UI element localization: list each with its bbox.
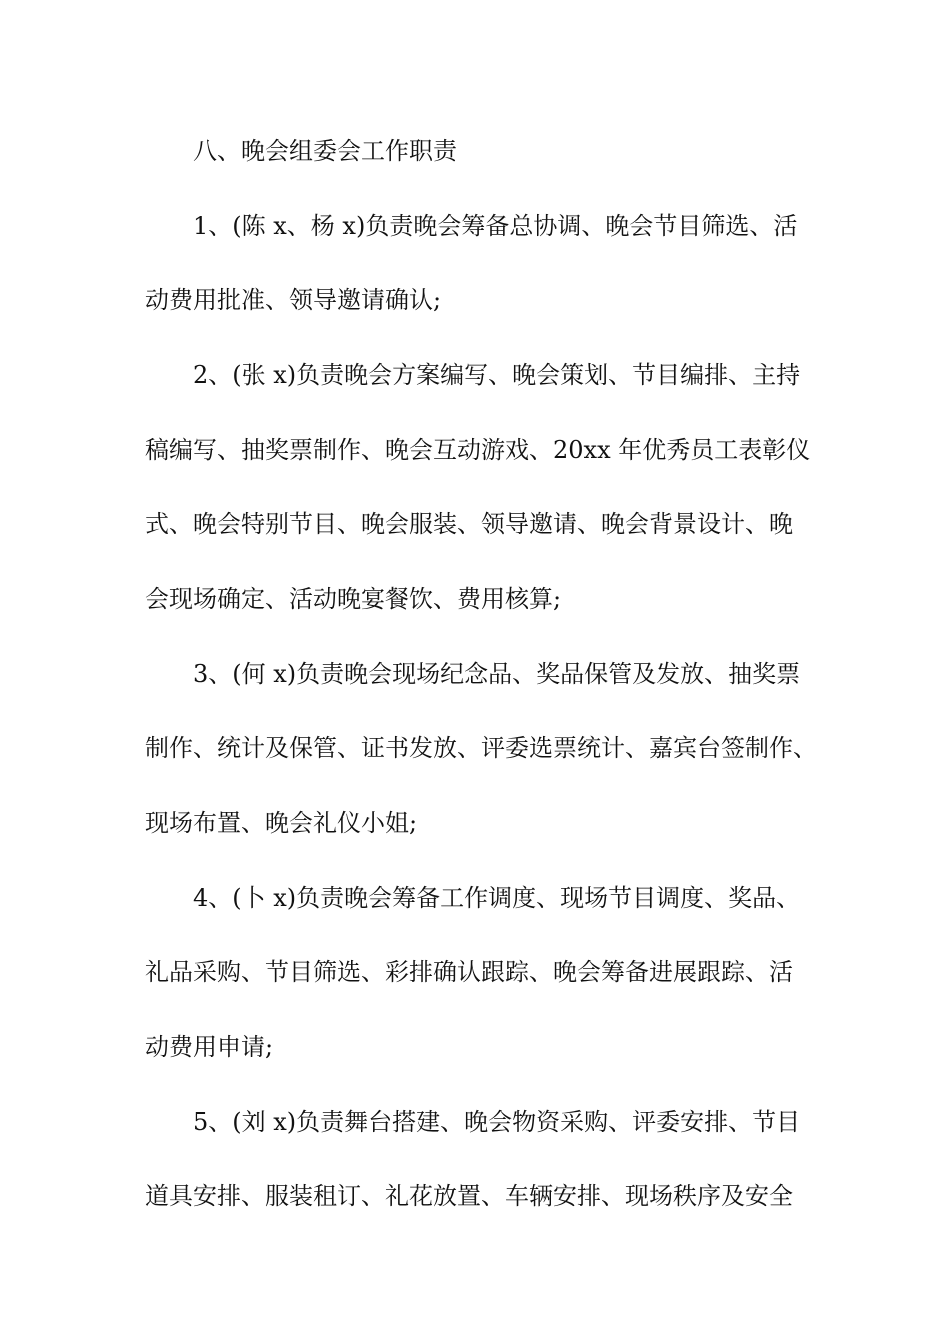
paragraph-3-line-1: 3、(何 x)负责晚会现场纪念品、奖品保管及发放、抽奖票	[193, 660, 801, 688]
paragraph-4-line-2: 礼品采购、节目筛选、彩排确认跟踪、晚会筹备进展跟踪、活	[145, 958, 793, 986]
paragraph-5-line-1: 5、(刘 x)负责舞台搭建、晚会物资采购、评委安排、节目	[193, 1108, 801, 1136]
paragraph-2-line-3: 式、晚会特别节目、晚会服装、领导邀请、晚会背景设计、晚	[145, 510, 793, 538]
paragraph-2-line-1: 2、(张 x)负责晚会方案编写、晚会策划、节目编排、主持	[193, 361, 801, 389]
paragraph-4-line-1: 4、(卜 x)负责晚会筹备工作调度、现场节目调度、奖品、	[193, 884, 801, 912]
section-heading: 八、晚会组委会工作职责	[193, 137, 457, 165]
paragraph-2-line-4: 会现场确定、活动晚宴餐饮、费用核算;	[145, 585, 562, 613]
paragraph-4-line-3: 动费用申请;	[145, 1033, 274, 1061]
paragraph-1-line-2: 动费用批准、领导邀请确认;	[145, 286, 442, 314]
paragraph-3-line-2: 制作、统计及保管、证书发放、评委选票统计、嘉宾台签制作、	[145, 734, 817, 762]
paragraph-1-line-1: 1、(陈 x、杨 x)负责晚会筹备总协调、晚会节目筛选、活	[193, 212, 798, 240]
paragraph-5-line-2: 道具安排、服装租订、礼花放置、车辆安排、现场秩序及安全	[145, 1182, 793, 1210]
paragraph-2-line-2: 稿编写、抽奖票制作、晚会互动游戏、20xx 年优秀员工表彰仪	[145, 436, 811, 464]
paragraph-3-line-3: 现场布置、晚会礼仪小姐;	[145, 809, 418, 837]
